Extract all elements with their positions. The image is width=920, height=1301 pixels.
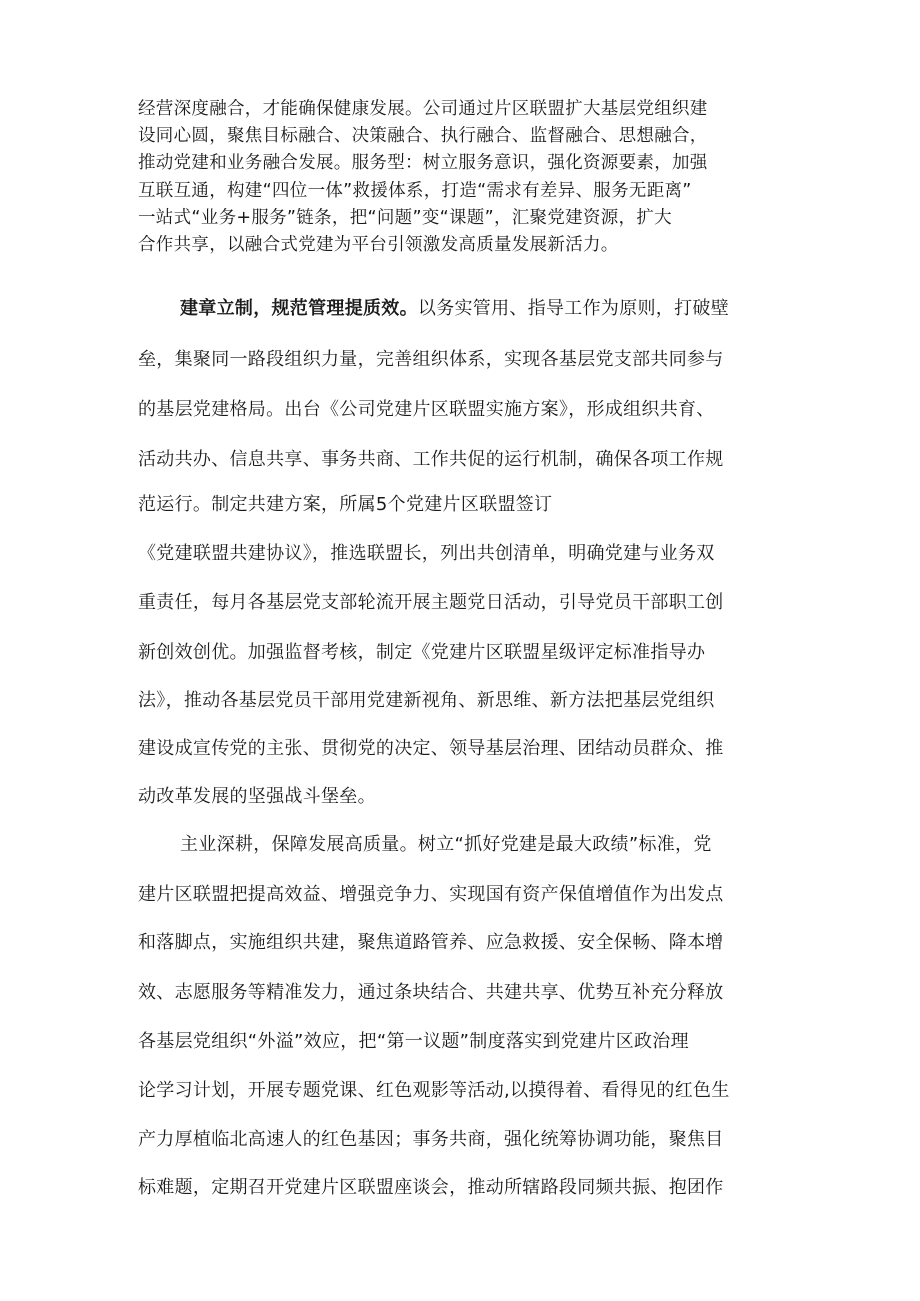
paragraph-line: 范运行。制定共建方案，所属5个党建片区联盟签订 xyxy=(138,494,553,515)
paragraph-line: 的基层党建格局。出台《公司党建片区联盟实施方案》，形成组织共育、 xyxy=(138,399,715,420)
paragraph-line: 活动共办、信息共享、事务共商、工作共促的运行机制，确保各项工作规 xyxy=(138,449,724,470)
paragraph-line: 《党建联盟共建协议》，推选联盟长，列出共创清单，明确党建与业务双 xyxy=(138,543,715,564)
paragraph-heading: 建章立制，规范管理提质效。 xyxy=(180,298,418,319)
paragraph-line: 主业深耕，保障发展高质量。树立“抓好党建是最大政绩”标准，党 xyxy=(180,834,712,855)
paragraph-line: 推动党建和业务融合发展。服务型：树立服务意识，强化资源要素，加强 xyxy=(138,153,708,173)
paragraph-line: 重责任，每月各基层党支部轮流开展主题党日活动，引导党员干部职工创 xyxy=(138,592,724,613)
paragraph-line: 各基层党组织“外溢”效应，把“第一议题”制度落实到党建片区政治理 xyxy=(138,1031,689,1052)
paragraph-line: 动改革发展的坚强战斗堡垒。 xyxy=(138,786,376,807)
paragraph-line: 建设成宣传党的主张、贯彻党的决定、领导基层治理、团结动员群众、推 xyxy=(138,738,724,759)
paragraph-line: 互联互通，构建“四位一体”救援体系，打造“需求有差异、服务无距离” xyxy=(138,181,692,201)
paragraph-line xyxy=(180,298,729,320)
paragraph-line: 设同心圆，聚焦目标融合、决策融合、执行融合、监督融合、思想融合， xyxy=(138,126,708,146)
paragraph-line: 标难题，定期召开党建片区联盟座谈会，推动所辖路段同频共振、抱团作 xyxy=(138,1177,724,1198)
paragraph-line: 和落脚点，实施组织共建，聚焦道路管养、应急救援、安全保畅、降本增 xyxy=(138,932,724,953)
paragraph-line: 垒，集聚同一路段组织力量，完善组织体系，实现各基层党支部共同参与 xyxy=(138,349,724,370)
paragraph-line: 新创效创优。加强监督考核，制定《党建片区联盟星级评定标准指导办 xyxy=(138,642,706,663)
paragraph-line: 论学习计划，开展专题党课、红色观影等活动,以摸得着、看得见的红色生 xyxy=(138,1080,730,1101)
paragraph-line: 建片区联盟把提高效益、增强竞争力、实现国有资产保值增值作为出发点 xyxy=(138,884,724,905)
paragraph-text: 以务实管用、指导工作为原则，打破壁 xyxy=(417,298,730,319)
paragraph-line: 合作共享，以融合式党建为平台引领激发高质量发展新活力。 xyxy=(138,235,619,255)
paragraph-line: 产力厚植临北高速人的红色基因；事务共商，强化统筹协调功能，聚焦目 xyxy=(138,1129,724,1150)
paragraph-line: 效、志愿服务等精准发力，通过条块结合、共建共享、优势互补充分释放 xyxy=(138,982,724,1003)
paragraph-line: 法》，推动各基层党员干部用党建新视角、新思维、新方法把基层党组织 xyxy=(138,690,715,711)
paragraph-line: 经营深度融合，才能确保健康发展。公司通过片区联盟扩大基层党组织建 xyxy=(138,99,708,119)
paragraph-line: 一站式“业务+服务”链条，把“问题”变“课题”，汇聚党建资源，扩大 xyxy=(138,208,672,228)
